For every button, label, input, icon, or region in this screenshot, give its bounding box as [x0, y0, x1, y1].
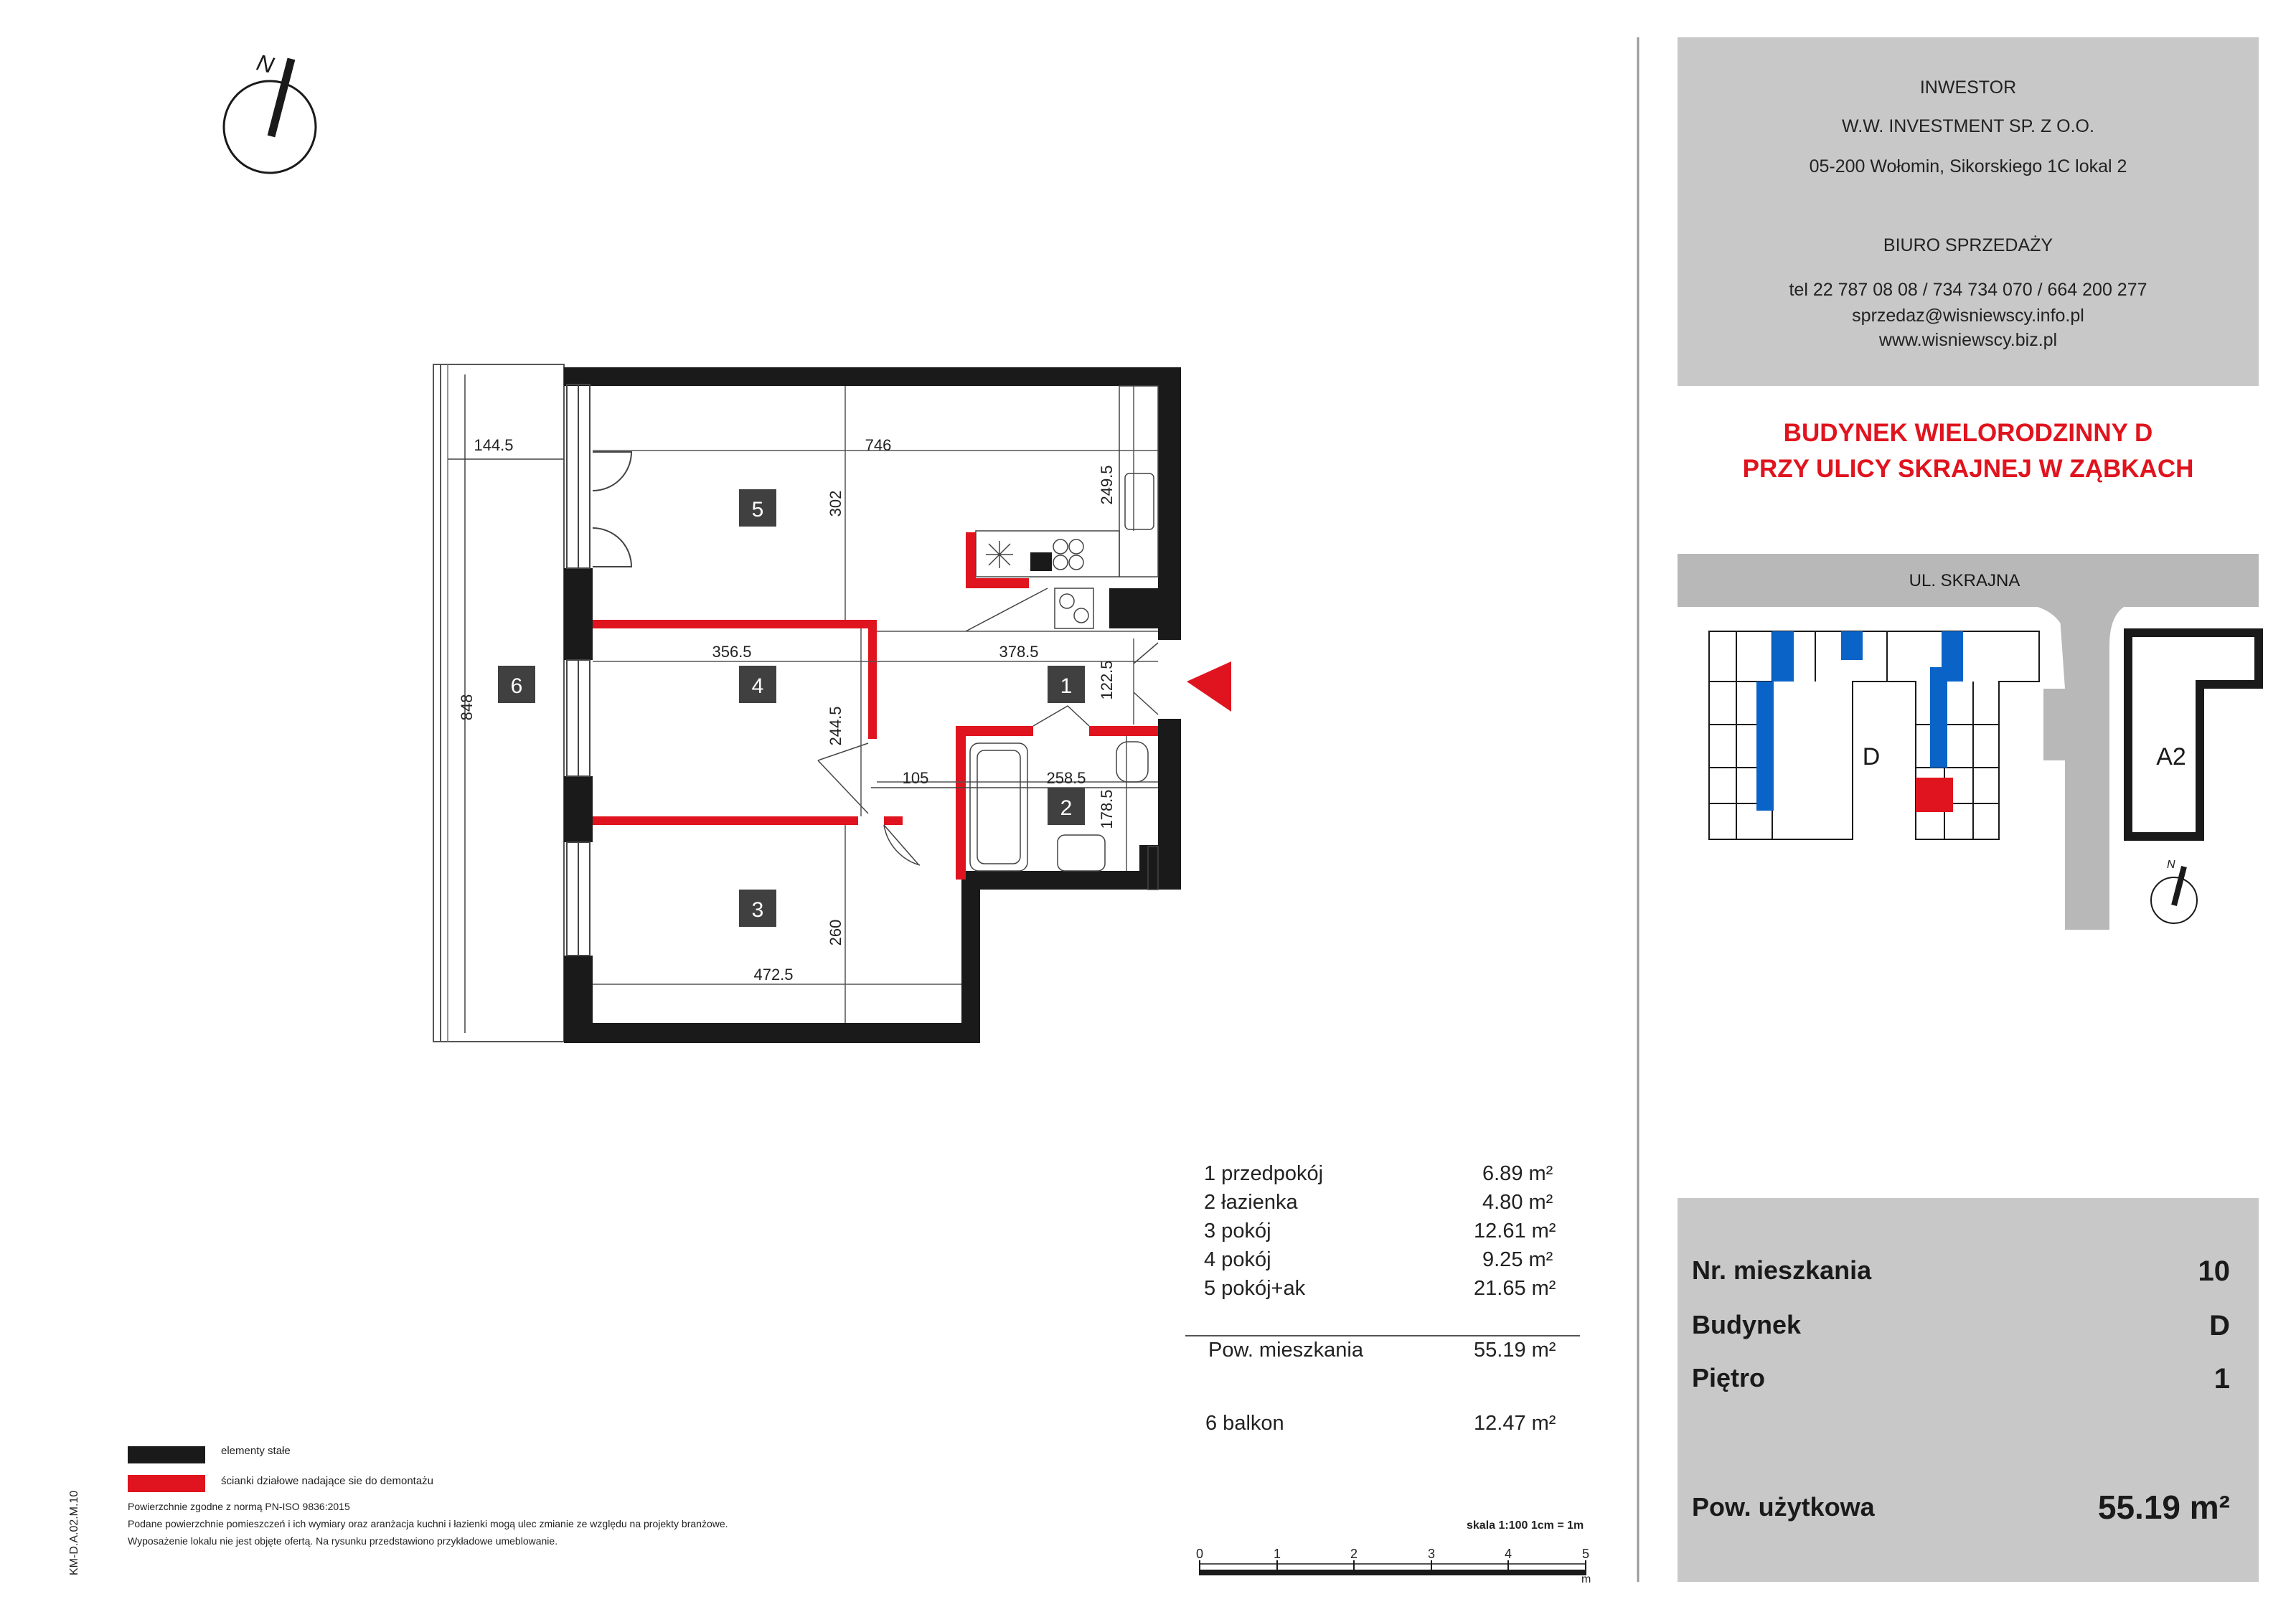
dimension-label: 122.5	[1098, 660, 1116, 700]
site-building-label: D	[1862, 743, 1881, 770]
partition-wall	[956, 726, 1033, 736]
balcony-door-swing	[593, 452, 631, 491]
dimension-label: 258.5	[1046, 769, 1086, 787]
stair-core	[1772, 631, 1794, 682]
toilet-icon	[1116, 742, 1148, 782]
room-number-6: 6	[510, 674, 523, 698]
site-compass-label: N	[2167, 859, 2175, 871]
bathtub-inner-icon	[977, 750, 1020, 864]
partition-wall	[884, 816, 903, 825]
partition-wall	[868, 620, 877, 739]
wall	[564, 1023, 980, 1043]
wall	[1158, 719, 1181, 890]
highlighted-apartment	[1916, 778, 1953, 812]
investor-address: 05-200 Wołomin, Sikorskiego 1C lokal 2	[1809, 156, 2127, 176]
wall	[564, 367, 1181, 386]
cooktop-icon	[1069, 539, 1083, 554]
bathtub-icon	[970, 743, 1027, 871]
scale-bar	[1196, 1547, 1591, 1585]
stairs-icon	[966, 588, 1048, 631]
wall	[961, 871, 980, 1043]
wall	[564, 776, 593, 842]
sink-icon	[1125, 473, 1154, 529]
room-number-3: 3	[751, 898, 764, 922]
note-line: Podane powierzchnie pomieszczeń i ich wymiary oraz aranżacja kuchni i łazienki mogą ulec zmianie ze względu na projekty branżowe.	[128, 1518, 728, 1529]
door-swing	[1134, 643, 1158, 715]
balcony-door-swing	[593, 528, 631, 567]
apartment-stats	[1678, 1198, 2259, 1582]
legend-removable-label: ścianki działowe nadające sie do demontażu	[221, 1475, 434, 1487]
compass-north-label: N	[254, 49, 277, 79]
cooktop-icon	[1069, 555, 1083, 570]
dimension-label: 260	[827, 919, 844, 946]
apartment-number-label: Nr. mieszkania	[1692, 1255, 1872, 1285]
floor-value: 1	[2213, 1363, 2230, 1395]
building-label: Budynek	[1692, 1310, 1802, 1339]
dimension-label: 302	[827, 490, 844, 517]
partition-wall	[593, 816, 858, 825]
sales-heading: BIURO SPRZEDAŻY	[1883, 235, 2053, 255]
washing-machine-icon	[1055, 588, 1093, 628]
room-area: 12.61 m²	[1474, 1220, 1556, 1243]
washing-machine-drum-icon	[1060, 594, 1074, 608]
scale-tick-label: 3	[1427, 1547, 1436, 1561]
site-compass-needle	[2174, 867, 2184, 905]
partition-wall	[1089, 726, 1158, 736]
total-label: Pow. mieszkania	[1208, 1339, 1363, 1362]
building-title-line1: BUDYNEK WIELORODZINNY D	[1783, 419, 2153, 447]
partition-wall	[956, 726, 966, 880]
dimension-label: 378.5	[999, 643, 1039, 661]
dimension-label: 249.5	[1098, 465, 1116, 505]
scale-tick-label: 0	[1195, 1547, 1204, 1561]
partition-wall	[593, 620, 877, 628]
scale-bar-body	[1200, 1570, 1586, 1575]
room-area: 9.25 m²	[1482, 1248, 1553, 1271]
note-line: Wyposażenie lokalu nie jest objęte ofertą. Na rysunku przedstawiono przykładowe umeblowanie.	[128, 1535, 558, 1547]
wall	[564, 367, 593, 385]
usable-area-value: 55.19 m²	[2097, 1489, 2230, 1526]
total-area: 55.19 m²	[1474, 1339, 1556, 1362]
dimension-label: 144.5	[474, 436, 514, 454]
legend-permanent-label: elementy stałe	[221, 1445, 291, 1457]
dimension-label: 746	[865, 436, 892, 454]
washbasin-icon	[1058, 835, 1105, 871]
sales-website: www.wisniewscy.biz.pl	[1878, 330, 2058, 350]
scale-label: skala 1:100 1cm = 1m	[1467, 1519, 1584, 1532]
street-label: UL. SKRAJNA	[1909, 571, 2020, 590]
room-number-1: 1	[1060, 674, 1073, 698]
room-name: 5 pokój+ak	[1204, 1277, 1306, 1300]
wall	[564, 956, 593, 1043]
wall	[1139, 845, 1158, 890]
windows	[567, 385, 631, 956]
sales-email: sprzedaz@wisniewscy.info.pl	[1852, 306, 2084, 326]
entrance-arrow-icon	[1187, 661, 1231, 712]
scale-unit: m	[1581, 1573, 1591, 1585]
sales-phones: tel 22 787 08 08 / 734 734 070 / 664 200 277	[1789, 280, 2147, 300]
partition-wall	[966, 578, 1029, 588]
investor-heading: INWESTOR	[1919, 77, 2017, 98]
room-number-2: 2	[1060, 796, 1073, 820]
floor-label: Piętro	[1692, 1363, 1766, 1392]
dimension-label: 178.5	[1098, 789, 1116, 829]
usable-area-label: Pow. użytkowa	[1692, 1492, 1875, 1522]
building-value: D	[2209, 1310, 2230, 1342]
door-swing	[884, 825, 920, 865]
neighbor-building	[2128, 633, 2259, 836]
compass-needle	[271, 59, 291, 136]
investor-company: W.W. INVESTMENT SP. Z O.O.	[1842, 116, 2094, 136]
scale-tick-label: 1	[1273, 1547, 1281, 1561]
stair-core	[1841, 631, 1863, 660]
scale-tick-label: 5	[1581, 1547, 1590, 1561]
dimension-label: 105	[902, 769, 929, 787]
building-title-line2: PRZY ULICY SKRAJNEJ W ZĄBKACH	[1742, 455, 2194, 483]
dimension-label: 356.5	[712, 643, 752, 661]
investor-box	[1678, 37, 2259, 386]
stair-core	[1930, 667, 1947, 768]
room-area: 6.89 m²	[1482, 1162, 1553, 1185]
cooktop-icon	[1053, 539, 1068, 554]
neighbor-label: A2	[2156, 743, 2186, 770]
dimension-label: 244.5	[827, 706, 844, 746]
drawing-code: KM-D.A.02.M.10	[68, 1490, 80, 1575]
room-area: 21.65 m²	[1474, 1277, 1556, 1300]
room-name: 3 pokój	[1204, 1220, 1271, 1243]
balcony-area: 12.47 m²	[1474, 1412, 1556, 1435]
fridge-icon	[986, 541, 1013, 568]
legend-swatch-removable	[128, 1475, 205, 1492]
wall	[564, 568, 593, 660]
balcony-name: 6 balkon	[1205, 1412, 1284, 1435]
access-road	[2043, 607, 2109, 930]
dimension-labels	[458, 436, 1116, 984]
note-line: Powierzchnie zgodne z normą PN-ISO 9836:2015	[128, 1501, 350, 1512]
cooktop-icon	[1053, 555, 1068, 570]
stair-core	[1756, 682, 1774, 811]
room-number-4: 4	[751, 674, 764, 698]
wall	[1109, 588, 1158, 628]
legend-swatch-permanent	[128, 1446, 205, 1463]
room-number-5: 5	[751, 498, 764, 522]
room-name: 2 łazienka	[1204, 1191, 1298, 1214]
dimension-label: 472.5	[753, 966, 794, 984]
wall	[1158, 367, 1181, 640]
compass	[224, 49, 316, 173]
washing-machine-drum-icon	[1074, 608, 1088, 623]
site-plan	[1678, 554, 2259, 930]
room-name: 4 pokój	[1204, 1248, 1271, 1271]
room-name: 1 przedpokój	[1204, 1162, 1324, 1185]
apartment-number: 10	[2198, 1255, 2230, 1287]
wall	[1030, 552, 1052, 571]
dimension-label: 848	[458, 694, 476, 721]
door-swing	[1033, 706, 1089, 726]
partition-wall	[966, 532, 976, 583]
removable-walls	[593, 532, 1158, 880]
scale-tick-label: 4	[1504, 1547, 1512, 1561]
room-area: 4.80 m²	[1482, 1191, 1553, 1214]
scale-tick-label: 2	[1350, 1547, 1358, 1561]
